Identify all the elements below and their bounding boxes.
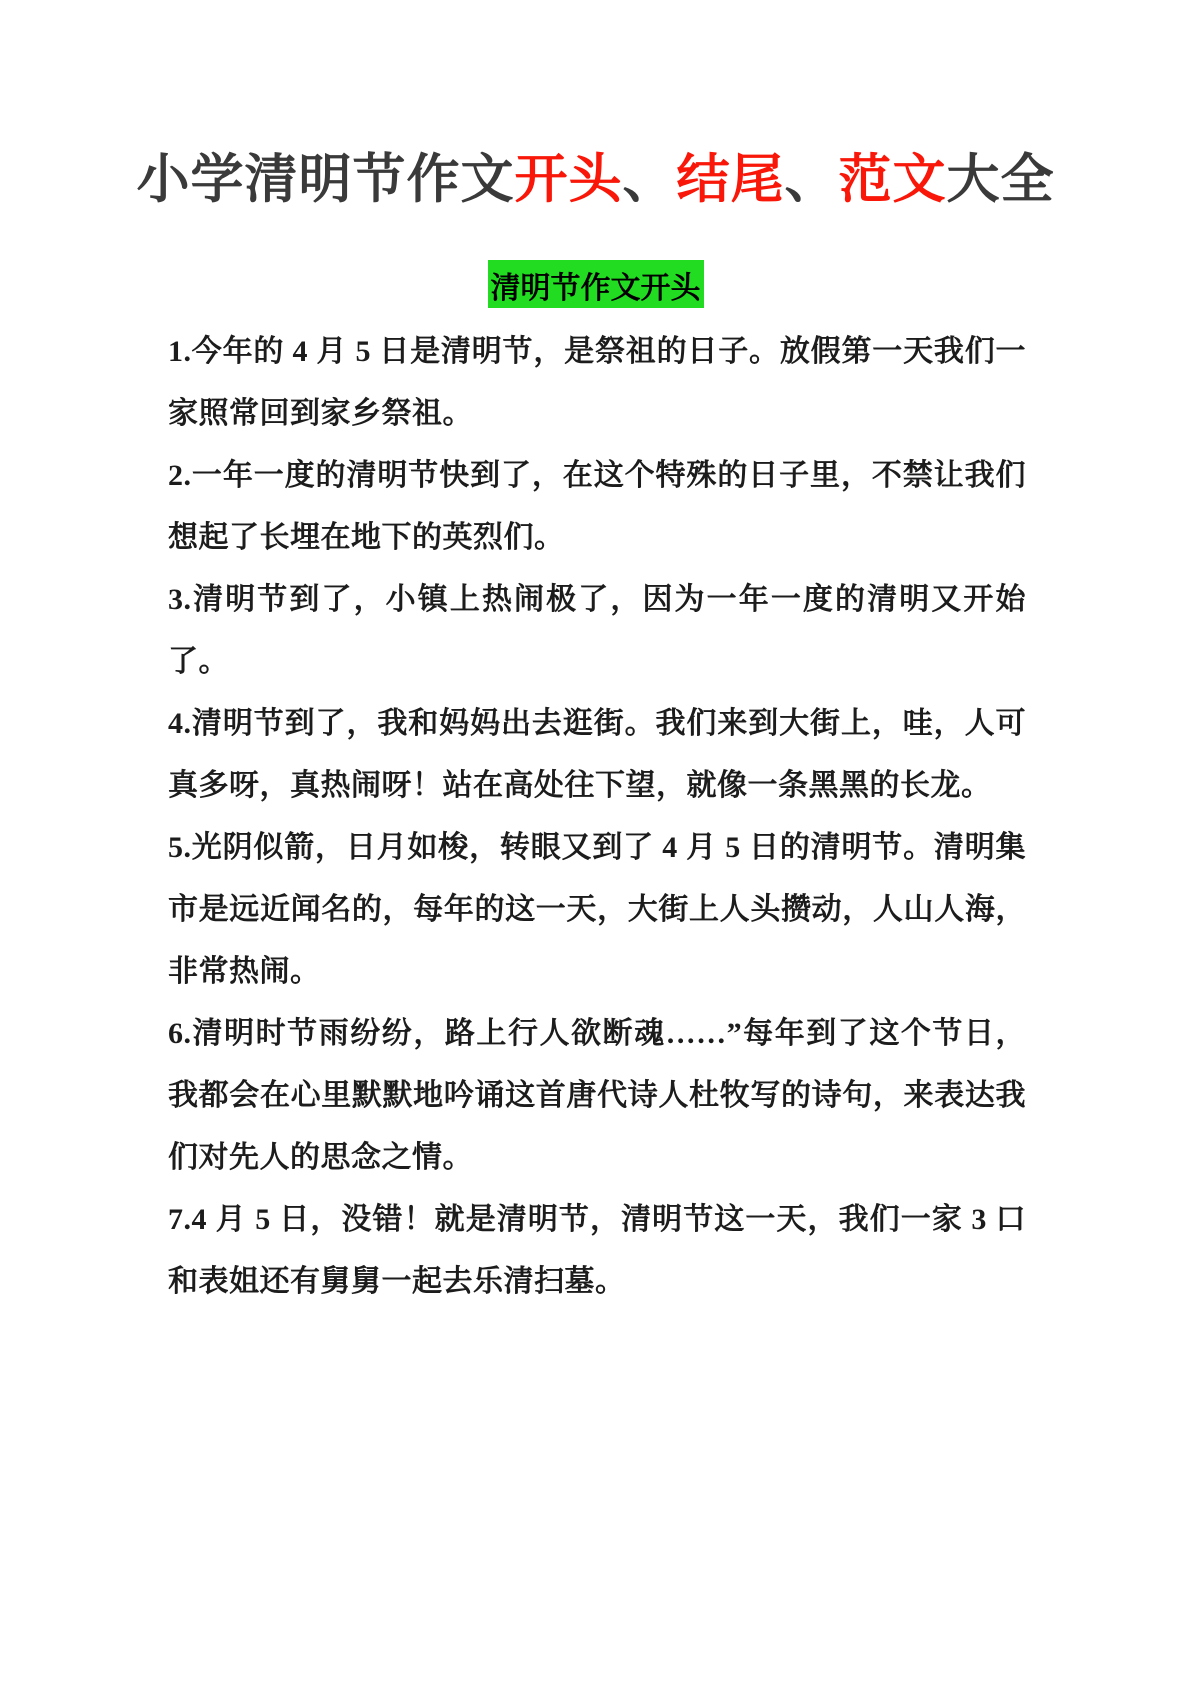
body-paragraph: 5.光阴似箭，日月如梭，转眼又到了 4 月 5 日的清明节。清明集市是远近闻名的，每年的这一天，大街上人头攒动，人山人海，非常热闹。 xyxy=(168,831,1026,988)
title-segment: 大全 xyxy=(946,150,1055,209)
body-paragraph: 7.4 月 5 日，没错！就是清明节，清明节这一天，我们一家 3 口和表姐还有舅舅一起去乐清扫墓。 xyxy=(168,1203,1026,1298)
body-paragraph: 3.清明节到了，小镇上热闹极了，因为一年一度的清明又开始了。 xyxy=(168,583,1026,678)
body-paragraph: 6.清明时节雨纷纷，路上行人欲断魂……”每年到了这个节日，我都会在心里默默地吟诵这首唐代诗人杜牧写的诗句，来表达我们对先人的思念之情。 xyxy=(168,1017,1026,1174)
title-segment: 、 xyxy=(784,150,839,209)
title-segment: 开头 xyxy=(514,150,623,209)
title-segment: 、 xyxy=(622,150,677,209)
title-segment: 范文 xyxy=(838,150,947,209)
page-title xyxy=(0,0,1191,210)
title-segment: 结尾 xyxy=(676,150,785,209)
body-paragraph: 1.今年的 4 月 5 日是清明节，是祭祖的日子。放假第一天我们一家照常回到家乡祭祖。 xyxy=(168,335,1026,430)
section-heading-highlighted: 清明节作文开头 xyxy=(488,260,704,308)
body-paragraph: 2.一年一度的清明节快到了，在这个特殊的日子里，不禁让我们想起了长埋在地下的英烈们。 xyxy=(168,459,1026,554)
paragraph-list xyxy=(0,321,1191,1313)
body-paragraph: 4.清明节到了，我和妈妈出去逛街。我们来到大街上，哇，人可真多呀，真热闹呀！站在高处往下望，就像一条黑黑的长龙。 xyxy=(168,707,1026,802)
title-segment: 小学清明节作文 xyxy=(136,150,515,209)
section-heading-row xyxy=(0,260,1191,308)
